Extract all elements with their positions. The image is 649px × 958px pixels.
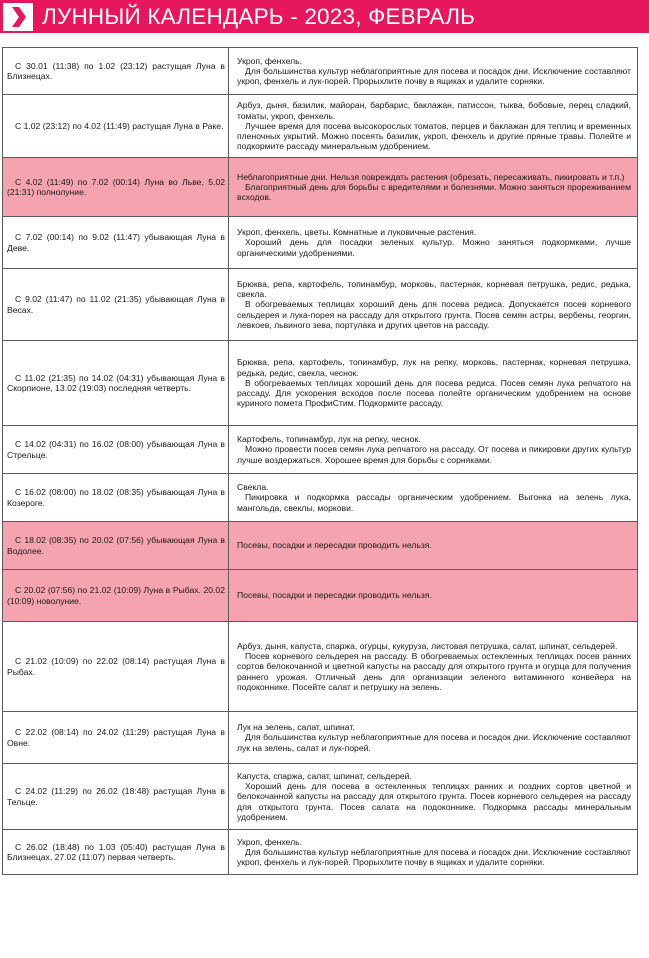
advice-line: В обогреваемых теплицах хороший день для посева редиса. Допускается посев корневого сельдерея и лука-порея на рассаду для открытого грунта. Посев семян астры, вербены, георгин, левкоев, львиного зева, портулака и других цветов на рассаду. xyxy=(237,299,631,330)
page-title: ЛУННЫЙ КАЛЕНДАРЬ - 2023, ФЕВРАЛЬ xyxy=(42,3,476,29)
advice-line: Посев корневого сельдерея на рассаду. В обогреваемых остекленных теплицах посев ранних сортов белокочанной и цветной капусты на рассаду для открытого грунта и огурца для получения раннего урожая. Отличный день для организации зеленого витаминного конвейера на подоконнике. Посейте салат и петрушку на зелень. xyxy=(237,651,631,692)
table-row xyxy=(3,426,638,474)
table-row xyxy=(3,269,638,341)
table-row xyxy=(3,48,638,95)
table-row xyxy=(3,622,638,712)
recommendation-cell xyxy=(229,95,638,158)
recommendation-cell xyxy=(229,158,638,217)
period-cell: С 20.02 (07:56) по 21.02 (10:09) Луна в Рыбах. 20.02 (10:09) новолуние. xyxy=(3,570,229,622)
table-row xyxy=(3,217,638,269)
advice-line: Для большинства культур неблагоприятные для посева и посадок дни. Исключение составляют лук на зелень, салат и лук-порей. xyxy=(237,732,631,753)
crops-line: Неблагоприятные дни. Нельзя повреждать растения (обрезать, пересаживать, пикировать и т.п.) xyxy=(237,171,625,182)
period-cell: С 24.02 (11:29) по 26.02 (18:48) растущая Луна в Тельце. xyxy=(3,764,229,830)
period-cell: С 16.02 (08:00) по 18.02 (08:35) убывающая Луна в Козероге. xyxy=(3,474,229,522)
recommendation-cell xyxy=(229,269,638,341)
recommendation-cell xyxy=(229,341,638,426)
crops-line: Свекла. xyxy=(237,482,269,493)
period-cell: С 18.02 (08:35) по 20.02 (07:56) убывающая Луна в Водолее. xyxy=(3,522,229,570)
advice-line: Хороший день для посадки зеленых культур. Можно заняться подкормками, лучше органическими удобрениями. xyxy=(237,237,631,258)
recommendation-cell xyxy=(229,570,638,622)
advice-line: Для большинства культур неблагоприятные для посева и посадок дни. Исключение составляют укроп, фенхель и лук-порей. Прорыхлите почву в ящиках и удалите сорняки. xyxy=(237,65,631,87)
period-cell: С 14.02 (04:31) по 16.02 (08:00) убывающая Луна в Стрельце. xyxy=(3,426,229,474)
advice-line: Лучшее время для посева высокорослых томатов, перцев и баклажан для теплиц и временных пленочных укрытий. Можно посеять базилик, укроп, фенхель и другие пряные травы. Полейте и подкормите рассаду минеральным удобрением. xyxy=(237,120,631,152)
advice-line: Хороший день для посева в остекленных теплицах ранних и поздних сортов цветной и белокочанной капусты на рассаду для открытого грунта. Посев корневого сельдерея на рассаду для открытого грунта. Посев салата на подоконнике. Подкормка рассады минеральным удобрением. xyxy=(237,781,631,822)
advice-line: Посевы, посадки и пересадки проводить нельзя. xyxy=(237,590,432,601)
advice-line: Для большинства культур неблагоприятные для посева и посадок дни. Исключение составляют укроп, фенхель и лук-порей. Прорыхлите почву в ящиках и удалите сорняки. xyxy=(237,846,631,868)
table-row xyxy=(3,158,638,217)
period-cell: С 22.02 (08:14) по 24.02 (11:29) растущая Луна в Овне. xyxy=(3,712,229,764)
table-row xyxy=(3,764,638,830)
chevron-right-icon xyxy=(3,3,33,31)
crops-line: Брюква, репа, картофель, топинамбур, морковь, пастернак, корневая петрушка, редис, редька, свекла. xyxy=(237,278,631,300)
lunar-calendar-table xyxy=(2,47,638,875)
table-row xyxy=(3,570,638,622)
period-cell: С 26.02 (18:48) по 1.03 (05:40) растущая Луна в Близнецах, 27.02 (11:07) первая четверть. xyxy=(3,830,229,875)
period-cell: С 30.01 (11:38) по 1.02 (23:12) растущая Луна в Близнецах. xyxy=(3,48,229,95)
recommendation-cell xyxy=(229,48,638,95)
crops-line: Арбуз, дыня, базилик, майоран, барбарис, баклажан, патиссон, тыква, бобовые, перец сладкий, томаты, укроп, фенхель. xyxy=(237,100,631,121)
advice-line: В обогреваемых теплицах хороший день для посева редиса. Посев семян лука репчатого на рассаду. Для ускорения всходов после посева полейте органическим удобрением на основе куриного помета ПрофиСтим. Подкормите рассаду. xyxy=(237,377,631,409)
crops-line: Капуста, спаржа, салат, шпинат, сельдерей. xyxy=(237,770,412,781)
table-row xyxy=(3,522,638,570)
period-cell: С 9.02 (11:47) по 11.02 (21:35) убывающая Луна в Весах. xyxy=(3,269,229,341)
table-row xyxy=(3,95,638,158)
crops-line: Укроп, фенхель, цветы. Комнатные и луковичные растения. xyxy=(237,227,477,238)
table-row xyxy=(3,830,638,875)
crops-line: Брюква, репа, картофель, топинамбур, лук на репку, морковь, пастернак, корневая петрушка, редька, редис, свекла, чеснок. xyxy=(237,357,631,378)
crops-line: Укроп, фенхель. xyxy=(237,836,302,847)
crops-line: Картофель, топинамбур, лук на репку, чеснок. xyxy=(237,434,421,445)
period-cell: С 1.02 (23:12) по 4.02 (11:49) растущая Луна в Раке. xyxy=(3,95,229,158)
crops-line: Укроп, фенхель. xyxy=(237,55,302,66)
recommendation-cell xyxy=(229,764,638,830)
period-cell: С 11.02 (21:35) по 14.02 (04:31) убывающая Луна в Скорпионе, 13.02 (19:03) последняя четверть. xyxy=(3,341,229,426)
page-header xyxy=(0,0,649,33)
recommendation-cell xyxy=(229,426,638,474)
advice-line: Можно провести посев семян лука репчатого на рассаду. От посева и пикировки других культур лучше воздержаться. Хорошее время для борьбы с сорняками. xyxy=(237,444,631,465)
period-cell: С 7.02 (00:14) по 9.02 (11:47) убывающая Луна в Деве. xyxy=(3,217,229,269)
recommendation-cell xyxy=(229,830,638,875)
table-row xyxy=(3,341,638,426)
advice-line: Посевы, посадки и пересадки проводить нельзя. xyxy=(237,540,432,551)
recommendation-cell xyxy=(229,217,638,269)
crops-line: Арбуз, дыня, капуста, спаржа, огурцы, кукуруза, листовая петрушка, салат, шпинат, сельдерей. xyxy=(237,640,618,651)
advice-line: Благоприятный день для борьбы с вредителями и болезнями. Можно заняться прореживанием всходов. xyxy=(237,181,631,203)
recommendation-cell xyxy=(229,522,638,570)
table-row xyxy=(3,474,638,522)
table-row xyxy=(3,712,638,764)
advice-line: Пикировка и подкормка рассады органическим удобрением. Выгонка на зелень лука, мангольда, свеклы, моркови. xyxy=(237,492,631,513)
recommendation-cell xyxy=(229,712,638,764)
period-cell: С 4.02 (11:49) по 7.02 (00:14) Луна во Льве, 5.02 (21:31) полнолуние. xyxy=(3,158,229,217)
crops-line: Лук на зелень, салат, шпинат. xyxy=(237,722,355,733)
recommendation-cell xyxy=(229,622,638,712)
period-cell: С 21.02 (10:09) по 22.02 (08:14) растущая Луна в Рыбах. xyxy=(3,622,229,712)
recommendation-cell xyxy=(229,474,638,522)
